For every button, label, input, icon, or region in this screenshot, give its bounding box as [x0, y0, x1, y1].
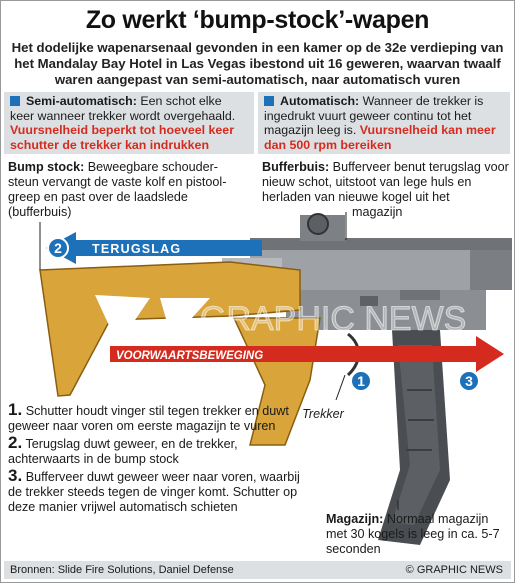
step-item	[8, 433, 308, 466]
bufferbuis-text: Bufferveer benut terugslag voor nieuw schot, uitstoot van lege huls en herladen van nieuwe kogel uit het	[262, 160, 509, 204]
footer-sources: Bronnen: Slide Fire Solutions, Daniel Defense	[10, 564, 234, 576]
step-3-number: 3	[465, 373, 473, 389]
auto-text: Wanneer de trekker is ingedrukt vuurt geweer continu tot het magazijn leeg is.	[264, 94, 484, 137]
step-number: 1.	[8, 400, 23, 419]
bump-stock-text: Beweegbare schouder-steun vervangt de vaste kolf en pistool-greep en past over de laadslede (bufferbuis)	[8, 160, 227, 219]
step-number: 3.	[8, 466, 23, 486]
magazijn-desc	[326, 512, 510, 557]
step-item	[8, 400, 308, 433]
recoil-arrow-label: TERUGSLAG	[92, 242, 182, 256]
trekker-leader-line	[336, 375, 345, 400]
forward-arrow-label: VOORWAARTSBEWEGING	[116, 350, 264, 362]
page-title: Zo werkt ‘bump-stock’-wapen	[85, 6, 430, 34]
watermark: GRAPHIC NEWS	[200, 300, 467, 338]
trekker-label: Trekker	[302, 407, 344, 421]
steps-list	[8, 400, 308, 517]
step-item	[8, 466, 308, 514]
semi-auto-text: Een schot elke keer wanneer trekker wordt overgehaald.	[10, 94, 236, 123]
footer-credit: © GRAPHIC NEWS	[405, 564, 503, 576]
footer	[4, 561, 511, 579]
step-text: Schutter houdt vinger stil tegen trekker en duwt geweer naar voren om eerste magazijn te vuren	[8, 404, 289, 433]
semi-auto-highlight: Vuursnelheid beperkt tot hoeveel keer schutter de trekker kan indrukken	[10, 123, 235, 152]
step-2-number: 2	[54, 240, 62, 256]
magazijn-text: Normaal magazijn met 30 kogels is leeg in ca. 5-7 seconden	[326, 512, 500, 556]
bump-stock-label: Bump stock:	[8, 160, 85, 174]
auto-highlight: Vuursnelheid kan meer dan 500 rpm bereiken	[264, 123, 496, 152]
step-text: Bufferveer duwt geweer weer naar voren, waarbij de trekker steeds tegen de vinger komt. Schutter op deze manier vrijwel automatisch schieten	[8, 470, 300, 514]
bufferbuis-label: Bufferbuis:	[262, 160, 330, 174]
step-number: 2.	[8, 433, 23, 453]
step-text: Terugslag duwt geweer, en de trekker, achterwaarts in de bump stock	[8, 437, 238, 466]
bump-stock-desc	[8, 160, 248, 220]
bufferbuis-desc	[262, 160, 510, 220]
step-1-number: 1	[357, 373, 365, 389]
auto-label: Automatisch:	[280, 94, 360, 108]
magazijn-label: Magazijn:	[326, 512, 384, 526]
bufferbuis-text-2: magazijn	[352, 205, 403, 219]
semi-auto-label: Semi-automatisch:	[26, 94, 137, 108]
page-subtitle: Het dodelijke wapenarsenaal gevonden in een kamer op de 32e verdieping van het Mandalay Bay Hotel in Las Vegas ibestond uit 16 geweren, waarvan twaalf waren aangepast van semi-automatisch, naar automatisch vuren	[11, 40, 504, 87]
